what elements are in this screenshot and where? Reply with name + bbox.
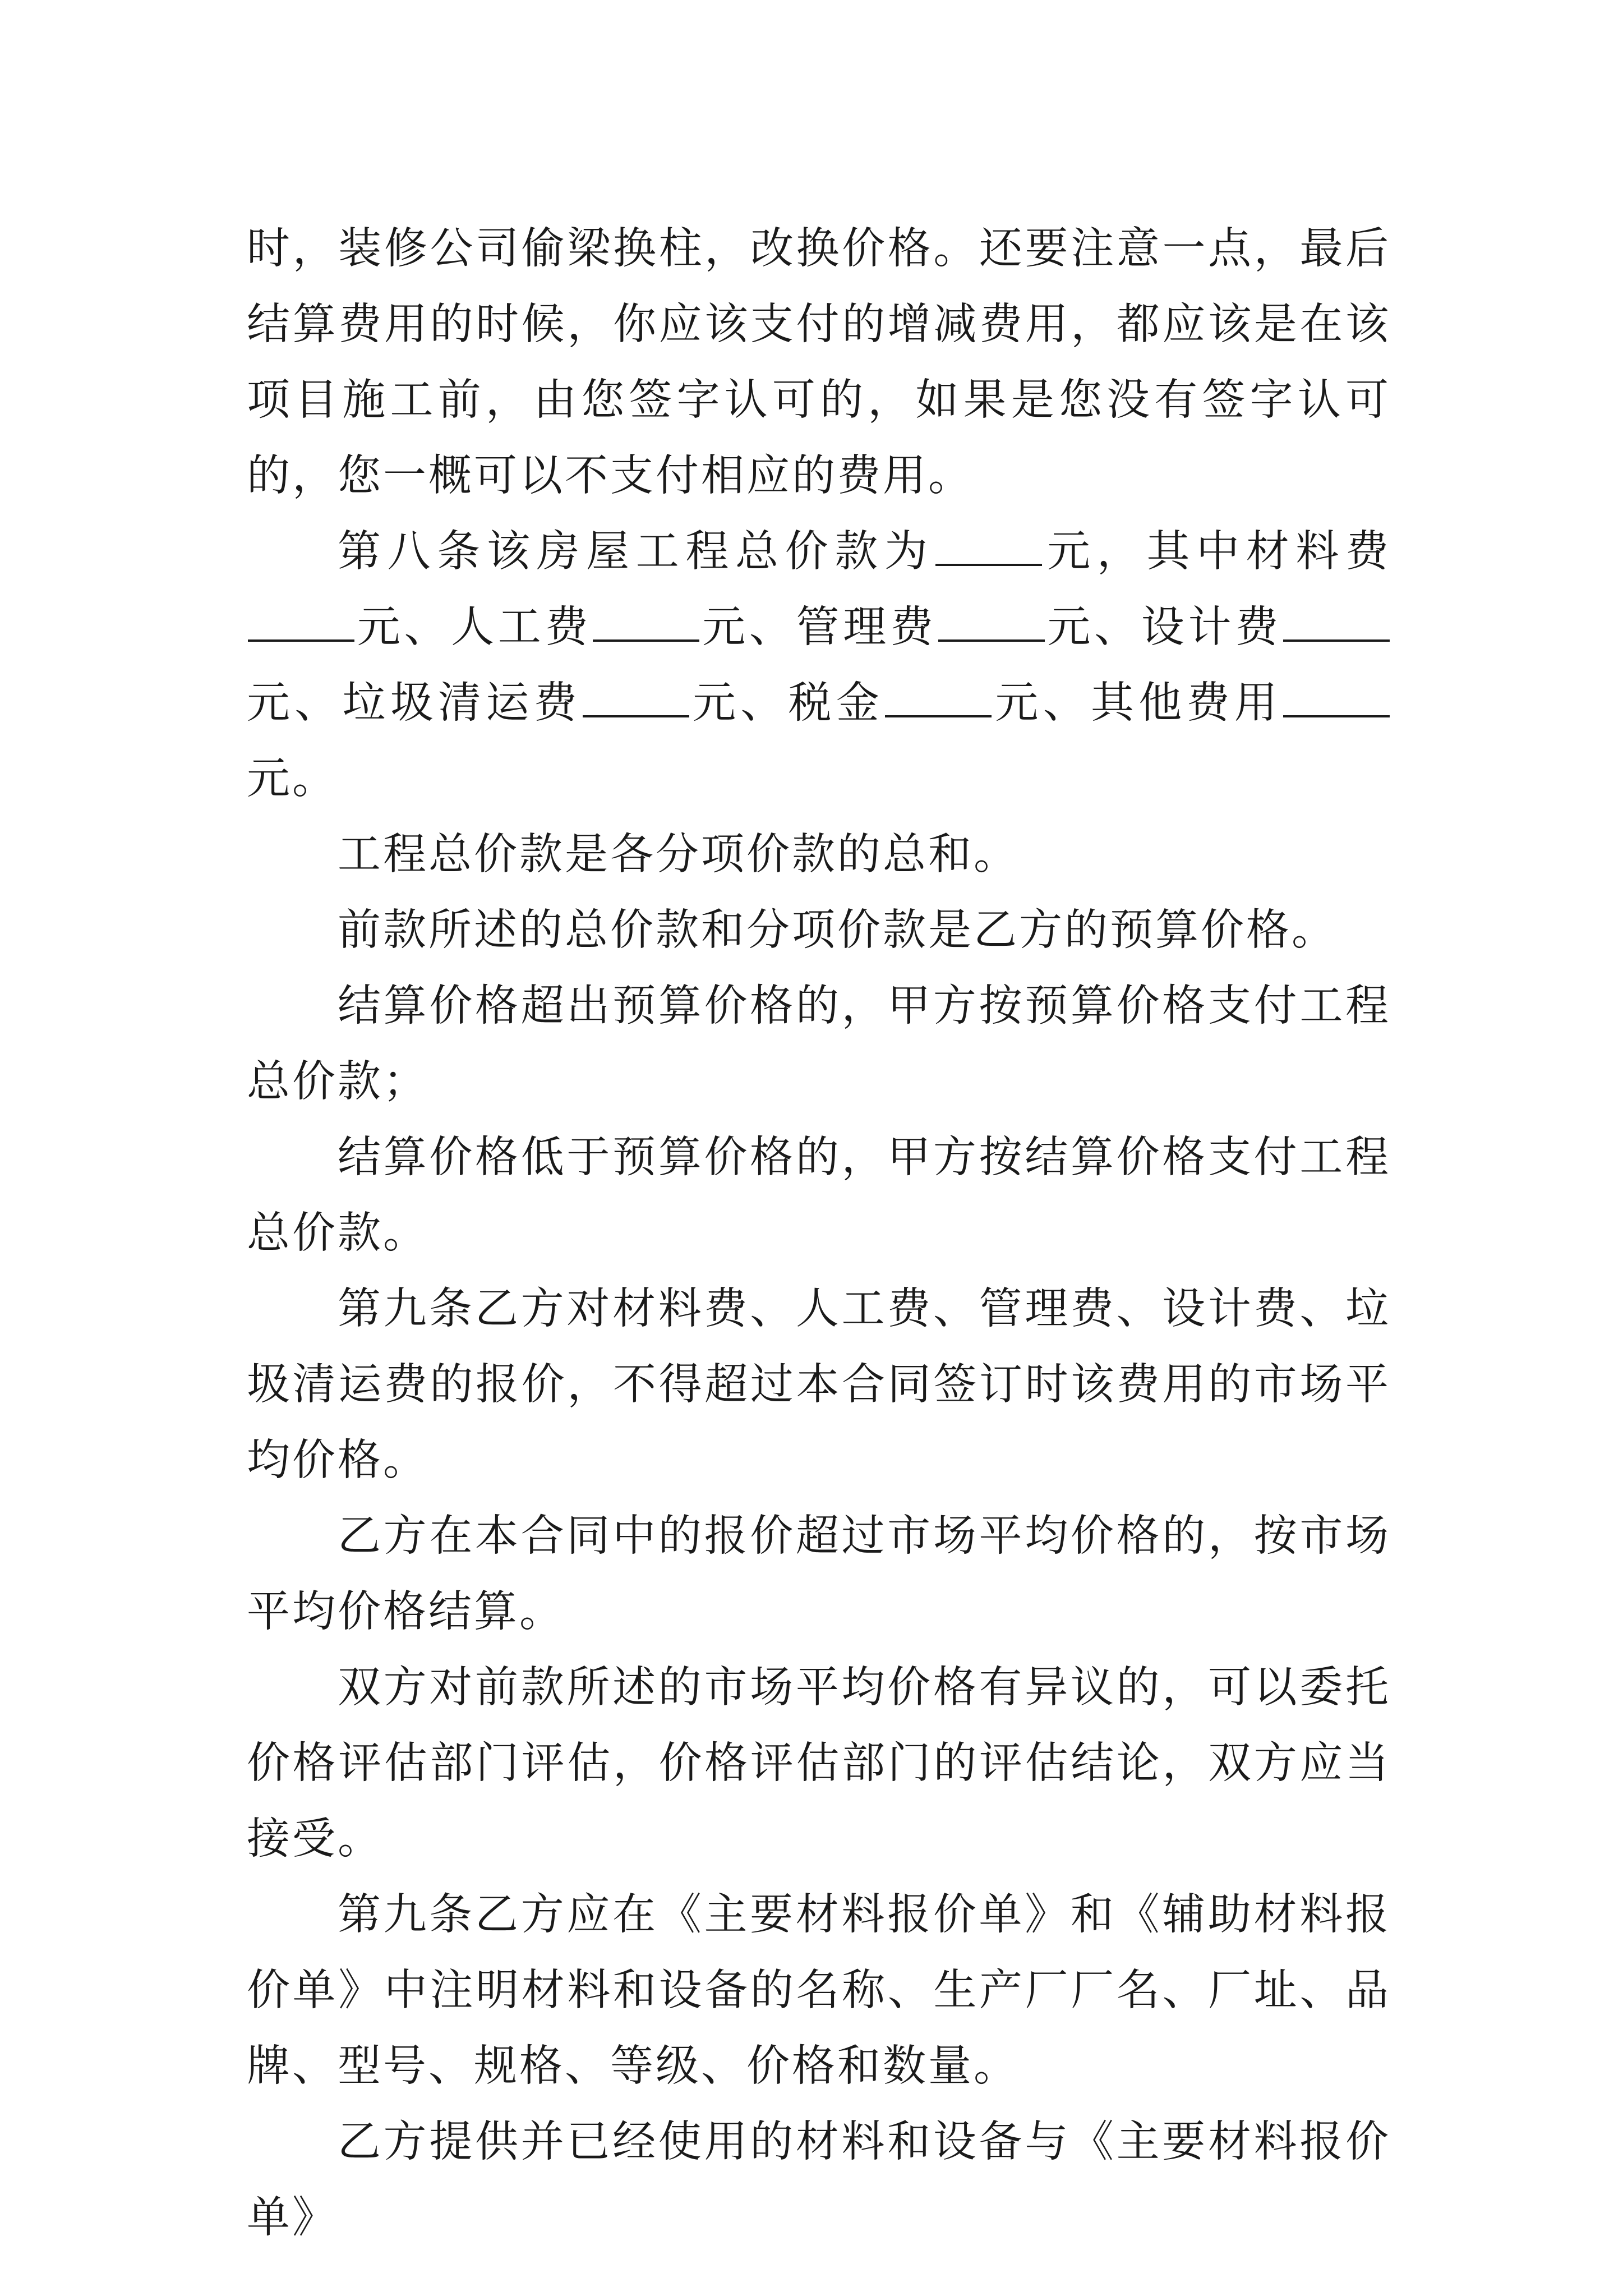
paragraph-total-definition: 工程总价款是各分项价款的总和。 [338, 830, 1019, 880]
paragraph-price-appraisal: 双方对前款所述的市场平均价格有异议的，可以委托价格评估部门评估，价格评估部门的评估结论，双方应当接受。 [247, 1663, 1391, 1864]
fill-blank-total-price [935, 524, 1042, 566]
text-segment: 元、税金 [690, 678, 884, 728]
text-segment: 元，其中材料费 [1043, 527, 1391, 577]
paragraph-article-9-quotation: 第九条乙方对材料费、人工费、管理费、设计费、垃圾清运费的报价，不得超过本合同签订时该费用的市场平均价格。 [247, 1284, 1391, 1485]
paragraph-settlement-under-budget: 结算价格低于预算价格的，甲方按结算价格支付工程总价款。 [247, 1133, 1391, 1258]
text-segment: 第八条该房屋工程总价款为 [338, 527, 934, 577]
text-segment: 元、人工费 [356, 602, 592, 652]
paragraph-settlement-over-budget: 结算价格超出预算价格的，甲方按预算价格支付工程总价款； [247, 981, 1391, 1107]
paragraph-materials-consistency: 乙方提供并已经使用的材料和设备与《主要材料报价单》 [247, 2117, 1391, 2243]
fill-blank-material-fee [248, 600, 354, 642]
fill-blank-other-fees [1283, 676, 1390, 717]
text-segment: 元。 [247, 754, 338, 804]
document-body [247, 211, 1391, 2256]
fill-blank-labor-fee [593, 600, 699, 642]
paragraph-budget-price: 前款所述的总价款和分项价款是乙方的预算价格。 [338, 905, 1337, 955]
fill-blank-design-fee [1283, 600, 1390, 642]
text-segment: 元、垃圾清运费 [247, 678, 582, 728]
text-segment: 元、设计费 [1045, 602, 1283, 652]
fill-blank-management-fee [938, 600, 1045, 642]
paragraph-article-8-price [247, 514, 1391, 817]
text-segment: 元、其他费用 [993, 678, 1283, 728]
text-segment: 元、管理费 [700, 602, 937, 652]
paragraph-continuation: 时，装修公司偷梁换柱，改换价格。还要注意一点，最后结算费用的时候，你应该支付的增减费用，都应该是在该项目施工前，由您签字认可的，如果是您没有签字认可的，您一概可以不支付相应的费用。 [247, 224, 1391, 501]
fill-blank-tax [885, 676, 992, 717]
paragraph-market-average: 乙方在本合同中的报价超过市场平均价格的，按市场平均价格结算。 [247, 1511, 1391, 1637]
fill-blank-waste-removal-fee [583, 676, 689, 717]
paragraph-article-9-materials: 第九条乙方应在《主要材料报价单》和《辅助材料报价单》中注明材料和设备的名称、生产厂厂名、厂址、品牌、型号、规格、等级、价格和数量。 [247, 1890, 1391, 2091]
